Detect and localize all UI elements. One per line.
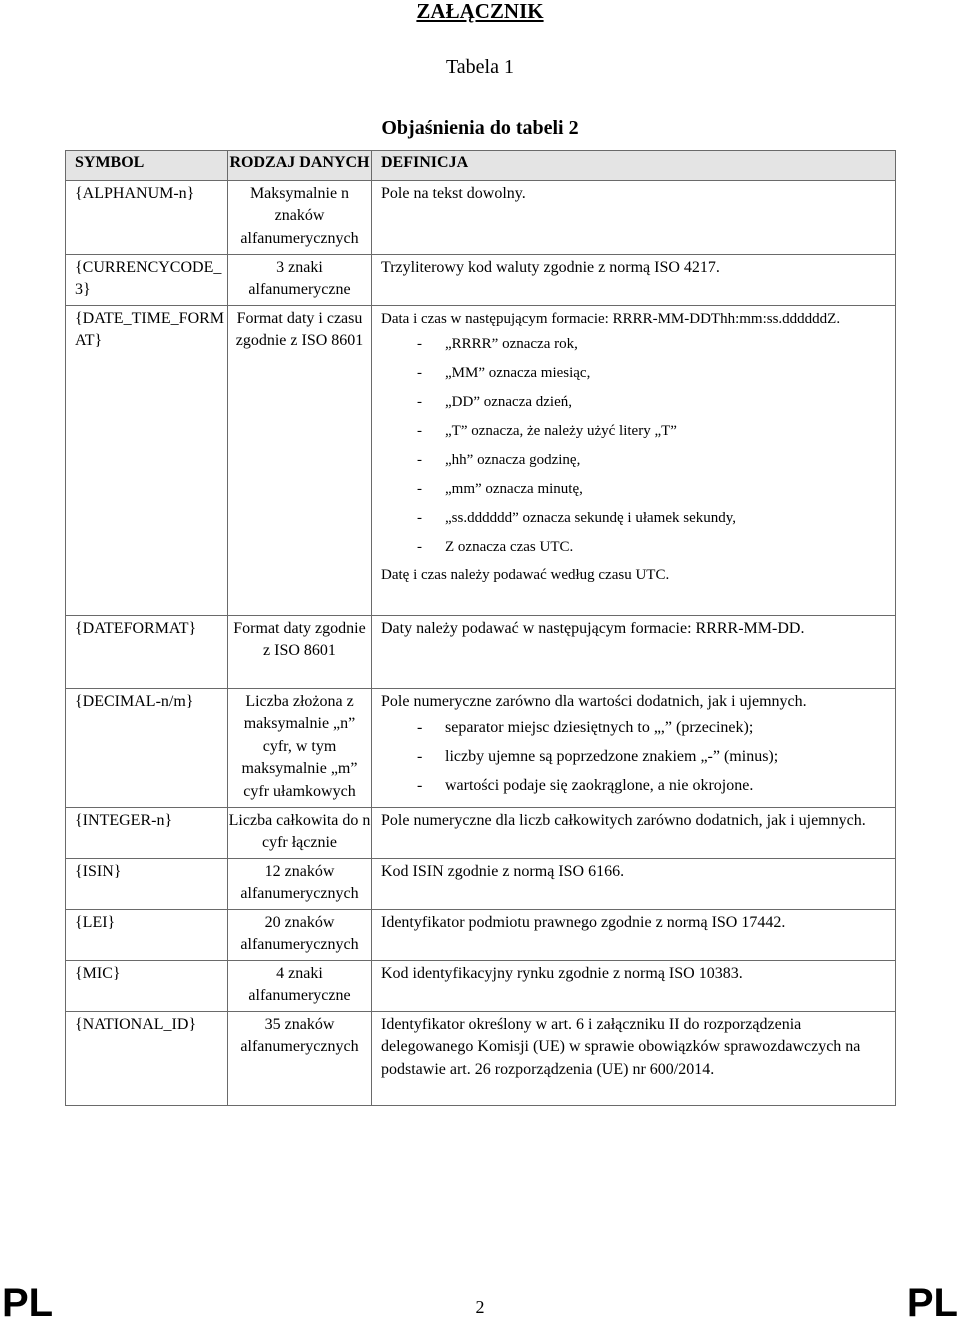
list-item: - liczby ujemne są poprzedzone znakiem „-” (minus); [381,742,891,771]
definition-cell [372,688,896,807]
symbol-cell [66,858,228,909]
definition-text: Pole numeryczne zarówno dla wartości dodatnich, jak i ujemnych. [381,692,807,710]
definition-text: Pole na tekst dowolny. [381,184,526,202]
symbol-cell [66,909,228,960]
table-header-row [66,151,896,181]
data-type-cell [228,254,372,305]
table-row [66,807,896,858]
data-type-cell [228,180,372,254]
list-item: - „ss.dddddd” oznacza sekundę i ułamek sekundy, [381,504,891,533]
data-type-cell [228,909,372,960]
table-row [66,688,896,807]
symbol-cell [66,807,228,858]
list-item: - „hh” oznacza godzinę, [381,446,891,475]
page-number: 2 [475,1297,485,1317]
definition-text: Identyfikator podmiotu prawnego zgodnie z normą ISO 17442. [381,913,786,931]
definition-note: Datę i czas należy podawać według czasu UTC. [381,567,670,583]
list-item: - wartości podaje się zaokrąglone, a nie okrojone. [381,771,891,800]
symbol-cell [66,254,228,305]
definitions-table [65,150,896,1106]
table-subtitle: Objaśnienia do tabeli 2 [381,117,579,139]
definitions-table-body [66,151,896,1106]
definition-text: Data i czas w następującym formacie: RRRR-MM-DDThh:mm:ss.ddddddZ. [381,310,841,327]
data-type-cell [228,688,372,807]
symbol-text: {INTEGER-n} [75,811,173,829]
table-label: Tabela 1 [445,56,514,78]
footer-language-left: PL [2,1281,54,1325]
list-item: - „mm” oznacza minutę, [381,475,891,504]
data-type-cell [228,1011,372,1105]
symbol-text: {CURRENCYCODE_3} [75,258,222,298]
table-row [66,858,896,909]
symbol-text: {DECIMAL-n/m} [75,692,194,710]
table-row [66,305,896,615]
data-type-text: 20 znaków alfanumerycznych [240,913,359,953]
symbol-cell [66,1011,228,1105]
data-type-text: 12 znaków alfanumerycznych [240,862,359,902]
list-item: - „RRRR” oznacza rok, [381,330,891,359]
data-type-text: Format daty zgodnie z ISO 8601 [233,619,366,659]
annex-title: ZAŁĄCZNIK [416,0,544,23]
table-row [66,180,896,254]
data-type-cell [228,858,372,909]
symbol-cell [66,180,228,254]
table-row [66,254,896,305]
symbol-text: {MIC} [75,964,121,982]
definition-cell [372,254,896,305]
data-type-text: Liczba całkowita do n cyfr łącznie [228,811,371,851]
data-type-cell [228,807,372,858]
header-definition: DEFINICJA [372,151,896,181]
definition-cell [372,909,896,960]
definition-cell [372,858,896,909]
data-type-text: Format daty i czasu zgodnie z ISO 8601 [235,309,364,349]
data-type-cell [228,305,372,615]
symbol-text: {ALPHANUM-n} [75,184,195,202]
data-type-text: 4 znaki alfanumeryczne [248,964,351,1004]
table-row [66,615,896,688]
definition-cell [372,807,896,858]
definition-text: Kod ISIN zgodnie z normą ISO 6166. [381,862,625,880]
symbol-text: {DATE_TIME_FORMAT} [75,309,225,349]
definition-cell [372,960,896,1011]
symbol-cell [66,615,228,688]
definition-text: Identyfikator określony w art. 6 i załączniku II do rozporządzenia delegowanego Komisji (UE) w sprawie obowiązków sprawozdawczych na podstawie art. 26 rozporządzenia (UE) nr 600/2014. [381,1015,861,1078]
data-type-text: 35 znaków alfanumerycznych [240,1015,359,1055]
symbol-text: {NATIONAL_ID} [75,1015,197,1033]
table-row [66,960,896,1011]
definition-text: Kod identyfikacyjny rynku zgodnie z normą ISO 10383. [381,964,743,982]
symbol-text: {ISIN} [75,862,122,880]
data-type-text: Liczba złożona z maksymalnie „n” cyfr, w tym maksymalnie „m” cyfr ułamkowych [241,692,358,800]
symbol-text: {LEI} [75,913,116,931]
table-row [66,909,896,960]
header-symbol: SYMBOL [66,151,228,181]
definition-text: Daty należy podawać w następującym formacie: RRRR-MM-DD. [381,619,805,637]
definition-cell [372,615,896,688]
footer-language-right: PL [906,1281,958,1325]
data-type-text: 3 znaki alfanumeryczne [248,258,351,298]
header-type: RODZAJ DANYCH [228,151,372,181]
data-type-text: Maksymalnie n znaków alfanumerycznych [240,184,359,247]
table-row [66,1011,896,1105]
symbol-cell [66,305,228,615]
list-item: - separator miejsc dziesiętnych to „,” (przecinek); [381,713,891,742]
symbol-cell [66,688,228,807]
symbol-text: {DATEFORMAT} [75,619,197,637]
symbol-cell [66,960,228,1011]
definition-cell [372,180,896,254]
definition-list [381,330,891,562]
list-item: - „DD” oznacza dzień, [381,388,891,417]
definition-text: Pole numeryczne dla liczb całkowitych zarówno dodatnich, jak i ujemnych. [381,811,866,829]
data-type-cell [228,960,372,1011]
definition-list [381,713,891,800]
definition-cell [372,305,896,615]
list-item: - „MM” oznacza miesiąc, [381,359,891,388]
data-type-cell [228,615,372,688]
definition-cell [372,1011,896,1105]
definition-text: Trzyliterowy kod waluty zgodnie z normą ISO 4217. [381,258,720,276]
list-item: - „T” oznacza, że należy użyć litery „T” [381,417,891,446]
list-item: - Z oznacza czas UTC. [381,533,891,562]
